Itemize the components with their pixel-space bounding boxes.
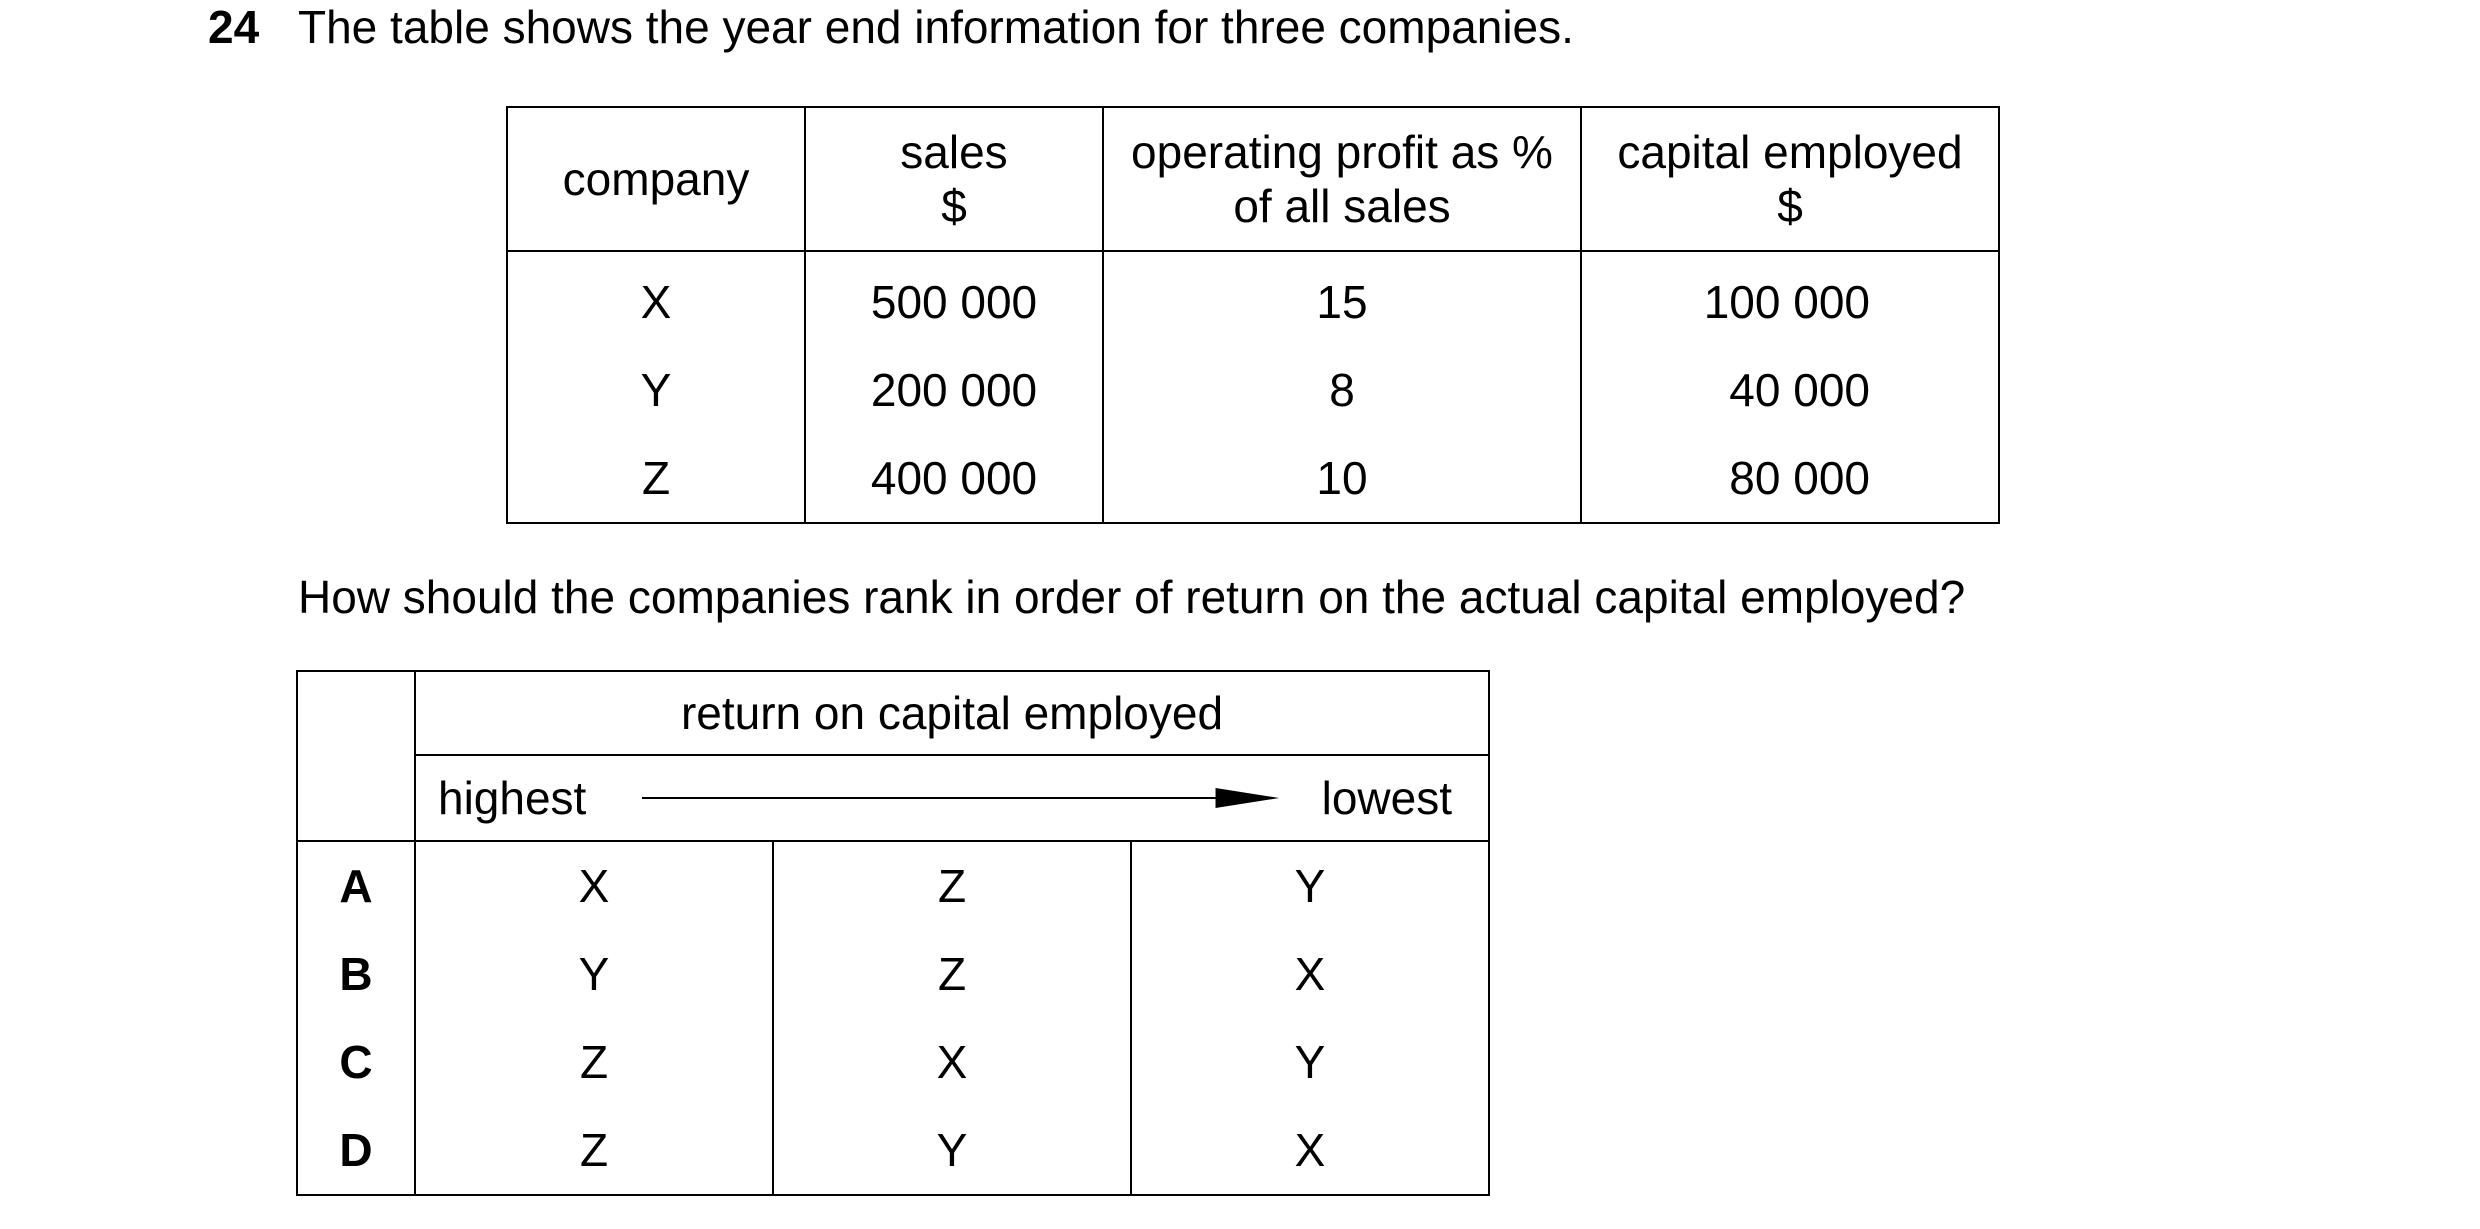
option-row-a[interactable] bbox=[297, 841, 1489, 930]
options-corner-cell bbox=[297, 671, 415, 841]
company-cell: Z bbox=[507, 434, 805, 523]
rank-middle: X bbox=[773, 1018, 1131, 1106]
header-capital bbox=[1581, 107, 1999, 251]
profit-cell: 15 bbox=[1103, 251, 1581, 346]
option-letter[interactable]: D bbox=[297, 1106, 415, 1195]
rank-highest: Z bbox=[415, 1018, 773, 1106]
options-header-row bbox=[297, 671, 1489, 755]
option-row-d[interactable] bbox=[297, 1106, 1489, 1195]
rank-middle: Y bbox=[773, 1106, 1131, 1195]
table-row bbox=[507, 251, 1999, 346]
header-capital-line2: $ bbox=[1777, 180, 1803, 232]
right-arrow-icon bbox=[642, 786, 1279, 810]
capital-cell: 40 000 bbox=[1581, 346, 1999, 434]
question-number: 24 bbox=[208, 1, 260, 53]
info-header-row bbox=[507, 107, 1999, 251]
arrow-head bbox=[1216, 788, 1280, 808]
header-profit bbox=[1103, 107, 1581, 251]
header-profit-line1: operating profit as % bbox=[1131, 126, 1553, 178]
company-info-table bbox=[506, 106, 2000, 524]
options-header: return on capital employed bbox=[415, 671, 1489, 755]
sales-cell: 400 000 bbox=[805, 434, 1103, 523]
profit-cell: 8 bbox=[1103, 346, 1581, 434]
table-row bbox=[507, 434, 1999, 523]
company-cell: Y bbox=[507, 346, 805, 434]
option-letter[interactable]: C bbox=[297, 1018, 415, 1106]
rank-lowest: Y bbox=[1131, 841, 1489, 930]
highest-label: highest bbox=[438, 772, 587, 824]
header-sales bbox=[805, 107, 1103, 251]
option-row-c[interactable] bbox=[297, 1018, 1489, 1106]
header-sales-line2: $ bbox=[941, 180, 967, 232]
profit-cell: 10 bbox=[1103, 434, 1581, 523]
rank-highest: Z bbox=[415, 1106, 773, 1195]
arrow-cell bbox=[415, 755, 1489, 841]
rank-middle: Z bbox=[773, 930, 1131, 1018]
option-row-b[interactable] bbox=[297, 930, 1489, 1018]
header-capital-line1: capital employed bbox=[1617, 126, 1963, 178]
rank-middle: Z bbox=[773, 841, 1131, 930]
rank-highest: Y bbox=[415, 930, 773, 1018]
rank-lowest: X bbox=[1131, 930, 1489, 1018]
sales-cell: 200 000 bbox=[805, 346, 1103, 434]
rank-lowest: Y bbox=[1131, 1018, 1489, 1106]
company-cell: X bbox=[507, 251, 805, 346]
option-letter[interactable]: B bbox=[297, 930, 415, 1018]
capital-cell: 100 000 bbox=[1581, 251, 1999, 346]
lowest-label: lowest bbox=[1321, 772, 1452, 824]
rank-highest: X bbox=[415, 841, 773, 930]
rank-lowest: X bbox=[1131, 1106, 1489, 1195]
table-row bbox=[507, 346, 1999, 434]
header-sales-line1: sales bbox=[900, 126, 1008, 178]
header-company: company bbox=[507, 107, 805, 251]
question-prompt: How should the companies rank in order of return on the actual capital employed? bbox=[298, 571, 1966, 623]
option-letter[interactable]: A bbox=[297, 841, 415, 930]
header-profit-line2: of all sales bbox=[1233, 180, 1451, 232]
sales-cell: 500 000 bbox=[805, 251, 1103, 346]
capital-cell: 80 000 bbox=[1581, 434, 1999, 523]
answer-options-table bbox=[296, 670, 1490, 1196]
question-text: The table shows the year end information for three companies. bbox=[298, 1, 1574, 53]
options-arrow-row bbox=[297, 755, 1489, 841]
